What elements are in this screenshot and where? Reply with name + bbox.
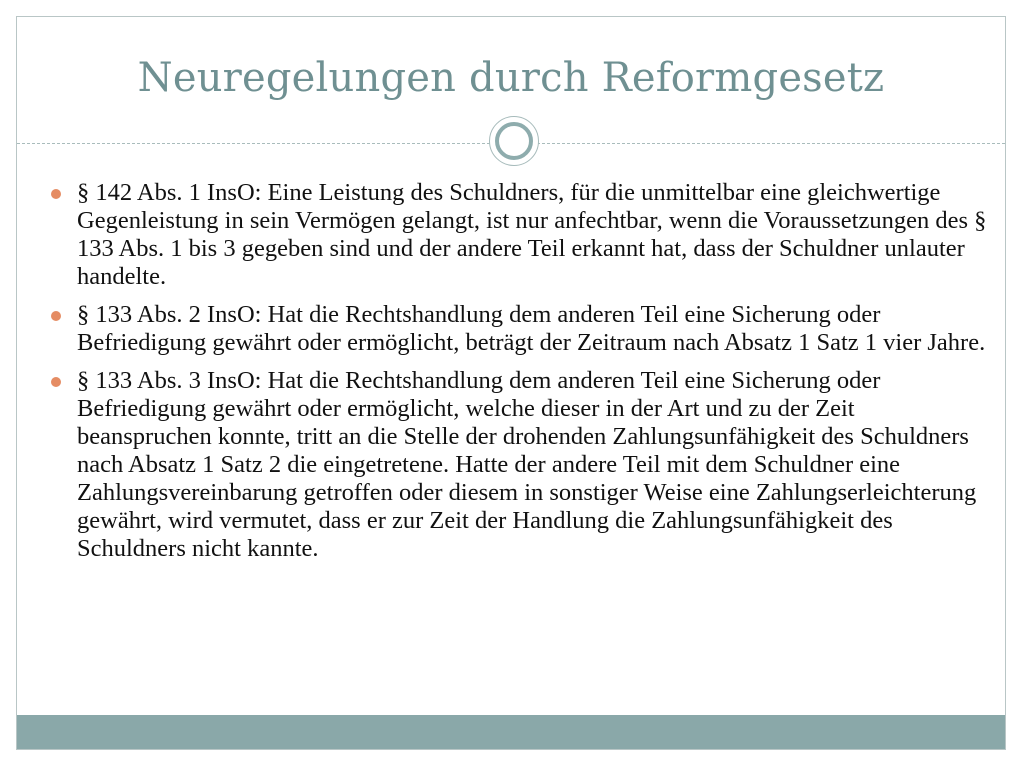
bullet-text: § 133 Abs. 3 InsO: Hat die Rechtshandlung dem anderen Teil eine Sicherung oder Befriedigung gewährt oder ermöglicht, welche dieser in der Art und zu der Zeit beanspruchen konnte, tritt an die Stelle der drohenden Zahlungsunfähigkeit des Schuldners nach Absatz 1 Satz 2 die eingetretene. Hatte der andere Teil mit dem Schuldner eine Zahlungsvereinbarung getroffen oder diesem in sonstiger Weise eine Zahlungserleichterung gewährt, wird vermutet, dass er zur Zeit der Handlung die Zahlungsunfähigkeit des Schuldners nicht kannte. — [77, 367, 977, 562]
bullet-item — [47, 179, 987, 291]
bullet-text: § 142 Abs. 1 InsO: Eine Leistung des Schuldners, für die unmittelbar eine gleichwertige Gegenleistung in sein Vermögen gelangt, ist nur anfechtbar, wenn die Voraussetzungen des § 133 Abs. 1 bis 3 gegeben sind und der andere Teil erkannt hat, dass der Schuldner unlauter handelte. — [77, 179, 987, 290]
footer-bar — [17, 715, 1005, 749]
bullet-text: § 133 Abs. 2 InsO: Hat die Rechtshandlung dem anderen Teil eine Sicherung oder Befriedigung gewährt oder ermöglicht, beträgt der Zeitraum nach Absatz 1 Satz 1 vier Jahre. — [77, 301, 986, 356]
bullet-dot-icon — [51, 189, 61, 199]
slide-frame — [16, 16, 1006, 750]
bullet-dot-icon — [51, 377, 61, 387]
bullet-dot-icon — [51, 311, 61, 321]
circle-ornament-icon — [489, 116, 539, 166]
bullet-list — [47, 179, 987, 573]
bullet-item — [47, 301, 987, 357]
bullet-item — [47, 367, 987, 563]
slide-title: Neuregelungen durch Reformgesetz — [137, 55, 885, 101]
